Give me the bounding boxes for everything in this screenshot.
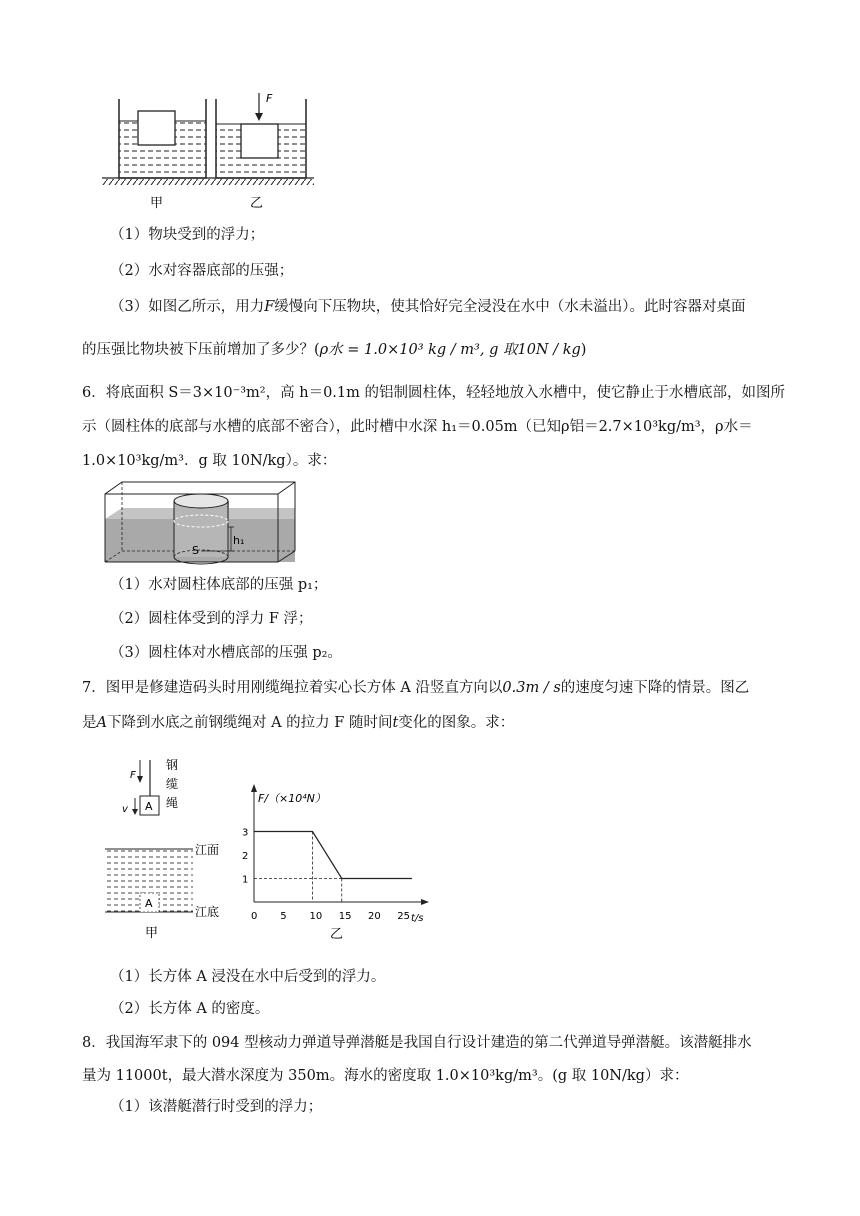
y-tick-label: 3	[242, 827, 249, 839]
jia-rope-1: 钢	[166, 758, 179, 772]
container-left	[119, 99, 206, 178]
x-tick-label: 5	[280, 911, 287, 922]
jia-bottom: 江底	[195, 905, 220, 919]
force-time-chart	[240, 778, 440, 943]
jia-surface: 江面	[195, 843, 220, 857]
yi-caption: 乙	[330, 927, 344, 942]
q5-sub1: （1）物块受到的浮力；	[110, 227, 265, 243]
q5-sub3-line2: 的压强比物块被下压前增加了多少？(ρ水 = 1.0×10³ kg / m³, g 取10N / kg)	[82, 342, 587, 358]
jia-block: A	[145, 800, 153, 813]
jia-force: F	[130, 770, 136, 781]
figure-tank	[100, 478, 300, 568]
figure-containers	[100, 85, 320, 215]
q6-sub1: （1）水对圆柱体底部的压强 p₁；	[110, 577, 328, 593]
label-s: S	[192, 544, 199, 557]
y-axis-label: F/（×10⁴N）	[258, 792, 326, 805]
y-tick-label: 2	[242, 851, 249, 862]
jia-velocity: v	[122, 804, 128, 815]
q8-sub1: （1）该潜艇潜行时受到的浮力；	[110, 1099, 323, 1115]
figure-jia-crane	[100, 752, 235, 942]
q6-line3: 1.0×10³kg/m³．g 取 10N/kg）。求：	[82, 453, 337, 469]
y-tick-label: 1	[242, 874, 249, 886]
q7-line1: 7．图甲是修建造码头时用刚缆绳拉着实心长方体 A 沿竖直方向以0.3m / s的速度匀速下降的情景。图乙	[82, 680, 750, 696]
jia-block-under: A	[145, 897, 153, 910]
caption-jia: 甲	[150, 196, 164, 211]
jia-rope-2: 缆	[166, 777, 179, 791]
q6-line2: 示（圆柱体的底部与水槽的底部不密合），此时槽中水深 h₁＝0.05m（已知ρ铝＝2.7×10³kg/m³，ρ水＝	[82, 419, 753, 435]
container-right	[216, 93, 306, 178]
q6-sub3: （3）圆柱体对水槽底部的压强 p₂。	[110, 645, 342, 661]
q8-line2: 量为 11000t，最大潜水深度为 350m。海水的密度取 1.0×10³kg/m³。(g 取 10N/kg）求：	[82, 1068, 689, 1084]
x-tick-label: 25	[397, 911, 410, 922]
jia-rope-3: 绳	[166, 796, 179, 810]
q8-line1: 8．我国海军隶下的 094 型核动力弹道导弹潜艇是我国自行设计建造的第二代弹道导弹潜艇。该潜艇排水	[82, 1035, 752, 1051]
jia-caption: 甲	[145, 926, 159, 941]
x-tick-label: 10	[309, 911, 323, 922]
x-tick-label: 20	[368, 911, 381, 922]
label-h1: h₁	[233, 534, 245, 547]
q5-sub2: （2）水对容器底部的压强；	[110, 263, 294, 279]
force-label: F	[266, 92, 273, 105]
x-tick-label: 15	[338, 911, 352, 922]
q6-sub2: （2）圆柱体受到的浮力 F 浮；	[110, 611, 313, 627]
q6-line1: 6．将底面积 S＝3×10⁻³m²，高 h＝0.1m 的铝制圆柱体，轻轻地放入水槽中，使它静止于水槽底部，如图所	[82, 385, 785, 401]
q5-sub3-line1: （3）如图乙所示，用力F缓慢向下压物块，使其恰好完全浸没在水中（水未溢出）。此时容器对桌面	[110, 299, 746, 315]
q7-sub1: （1）长方体 A 浸没在水中后受到的浮力。	[110, 969, 386, 985]
x-axis-label: t/s	[411, 913, 424, 924]
q7-sub2: （2）长方体 A 的密度。	[110, 1001, 270, 1017]
caption-yi: 乙	[250, 196, 264, 211]
x-tick-label: 0	[251, 911, 258, 922]
q7-line2: 是A下降到水底之前钢缆绳对 A 的拉力 F 随时间t变化的图象。求：	[82, 715, 515, 731]
series-line	[254, 832, 412, 879]
